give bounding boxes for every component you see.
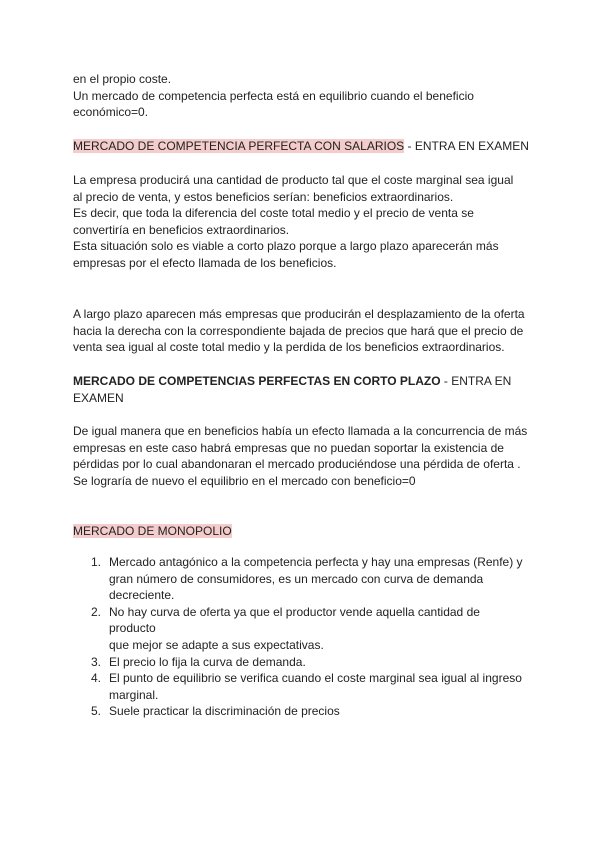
section-heading-monopolio [73, 523, 533, 540]
highlighted-heading: MERCADO DE COMPETENCIA PERFECTA CON SALARIOS [73, 139, 405, 153]
paragraph-perdidas [73, 423, 533, 489]
section-heading-salarios [73, 138, 533, 155]
text-line: hacia la derecha con la correspondiente bajada de precios que hará que el precio de [73, 323, 524, 338]
intro-paragraph [73, 71, 533, 121]
list-item [91, 554, 569, 604]
list-line: Suele practicar la discriminación de precios [109, 704, 340, 719]
list-line: producto [109, 621, 156, 636]
list-line: gran número de consumidores, es un mercado con curva de demanda [109, 571, 484, 586]
text-line: La empresa producirá una cantidad de producto tal que el coste marginal sea igual [73, 173, 514, 187]
list-line: marginal. [109, 687, 159, 702]
text-line: empresas en este caso habrá empresas que no puedan soportar la existencia de [73, 440, 504, 455]
text-line: A largo plazo aparecen más empresas que producirán el desplazamiento de la oferta [73, 307, 525, 321]
list-item [91, 604, 569, 654]
list-item [91, 703, 569, 720]
monopolio-list [73, 554, 569, 720]
text-line: Un mercado de competencia perfecta está en equilibrio cuando el beneficio [73, 88, 474, 103]
text-line: Esta situación solo es viable a corto plazo porque a largo plazo aparecerán más [73, 239, 499, 254]
text-line: Es decir, que toda la diferencia del coste total medio y el precio de venta se [73, 206, 474, 221]
exam-tag-continued: EXAMEN [73, 390, 124, 405]
list-item [91, 654, 569, 671]
list-line: decreciente. [109, 588, 175, 603]
list-item [91, 670, 569, 703]
list-line: El precio lo fija la curva de demanda. [109, 654, 306, 669]
list-line: No hay curva de oferta ya que el productor vende aquella cantidad de [109, 604, 480, 619]
list-line: El punto de equilibrio se verifica cuando el coste marginal sea igual al ingreso [109, 671, 522, 686]
list-number: 4. [91, 671, 102, 686]
bold-heading: MERCADO DE COMPETENCIAS PERFECTAS EN CORTO PLAZO [73, 374, 441, 388]
list-number: 1. [91, 555, 102, 569]
list-number: 5. [91, 704, 102, 719]
text-line: venta sea igual al coste total medio y la perdida de los beneficios extraordinarios. [73, 340, 505, 355]
text-line: pérdidas por lo cual abandonaran el mercado produciéndose una pérdida de oferta . [73, 457, 521, 472]
text-line: convertiría en beneficios extraordinarios. [73, 222, 290, 237]
text-line: al precio de venta, y estos beneficios serían: beneficios extraordinarios. [73, 189, 454, 204]
paragraph-corto-plazo [73, 172, 533, 272]
text-line: empresas por el efecto llamada de los beneficios. [73, 255, 337, 270]
list-number: 2. [91, 604, 102, 619]
exam-tag: - ENTRA EN EXAMEN [404, 139, 529, 153]
section-heading-corto-plazo [73, 373, 533, 406]
exam-tag: - ENTRA EN [440, 374, 512, 388]
text-line: en el propio coste. [73, 72, 172, 86]
list-line: Mercado antagónico a la competencia perfecta y hay una empresas (Renfe) y [109, 555, 523, 569]
list-number: 3. [91, 654, 102, 669]
text-line: económico=0. [73, 105, 149, 120]
paragraph-largo-plazo [73, 306, 533, 356]
text-line: Se lograría de nuevo el equilibrio en el mercado con beneficio=0 [73, 473, 416, 488]
text-line: De igual manera que en beneficios había un efecto llamada a la concurrencia de más [73, 424, 528, 438]
list-line: que mejor se adapte a sus expectativas. [109, 637, 324, 652]
highlighted-heading: MERCADO DE MONOPOLIO [73, 524, 232, 538]
